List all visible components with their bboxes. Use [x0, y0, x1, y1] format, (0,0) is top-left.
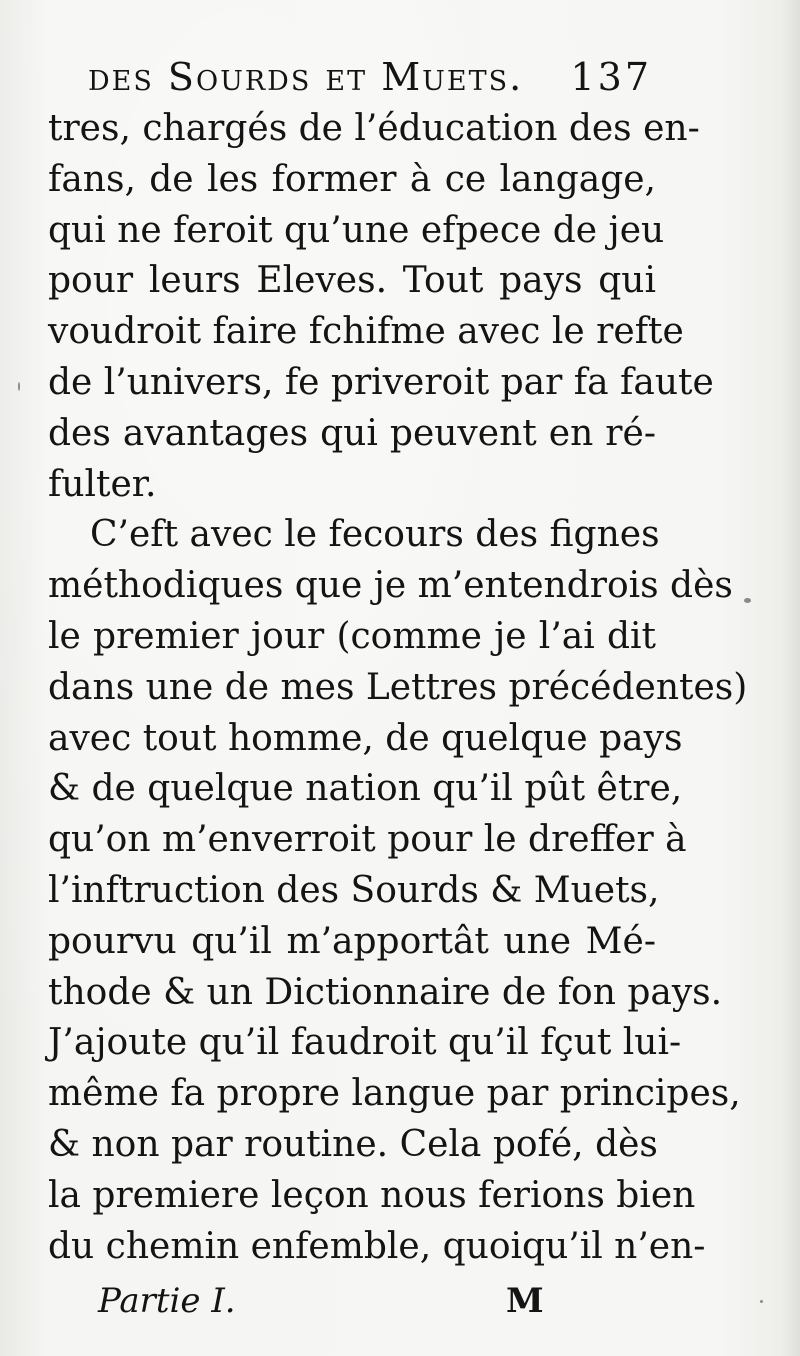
text-line: & de quelque nation qu’il pût être,	[48, 768, 683, 810]
text-line: fans, de les former à ce langage,	[48, 158, 656, 200]
text-line: de l’univers, fe priveroit par fa faute	[48, 361, 714, 403]
text-line: qu’on m’enverroit pour le dreffer à	[48, 819, 687, 861]
text-line: dans une de mes Lettres précédentes)	[48, 666, 748, 708]
text-line: du chemin enfemble, quoiqu’il n’en-	[48, 1225, 706, 1267]
text-line: méthodiques que je m’entendrois dès	[48, 565, 733, 607]
paragraph-start-line: C’eft avec le fecours des fignes	[90, 514, 660, 556]
running-header	[88, 52, 658, 102]
text-line: des avantages qui peuvent en ré-	[48, 412, 656, 454]
paper-speck	[744, 598, 751, 603]
part-label: Partie I.	[98, 1281, 236, 1321]
text-line: pourvu qu’il m’apportât une Mé-	[48, 920, 656, 962]
paper-speck	[760, 1300, 763, 1303]
text-line: le premier jour (comme je l’ai dit	[48, 615, 656, 657]
running-title: des Sourds et Muets.	[88, 55, 524, 99]
text-line: thode & un Dictionnaire de fon pays.	[48, 971, 723, 1013]
body-text	[48, 104, 748, 1272]
text-line: l’inftruction des Sourds & Muets,	[48, 869, 660, 911]
page-edge-shadow	[782, 0, 800, 1356]
text-line: même fa propre langue par principes,	[48, 1073, 741, 1115]
text-line: pour leurs Eleves. Tout pays qui	[48, 260, 656, 302]
text-line: avec tout homme, de quelque pays	[48, 717, 683, 759]
text-line: qui ne feroit qu’une efpece de jeu	[48, 209, 665, 251]
signature-mark: M	[506, 1281, 544, 1321]
page-number: 137	[570, 55, 652, 99]
text-line: & non par routine. Cela pofé, dès	[48, 1123, 658, 1165]
text-line: voudroit faire fchifme avec le refte	[48, 311, 684, 353]
paper-speck	[18, 382, 20, 391]
text-line: tres, chargés de l’éducation des en-	[48, 108, 700, 149]
page-footer	[98, 1278, 558, 1324]
text-line: J’ajoute qu’il faudroit qu’il fçut lui-	[48, 1022, 682, 1064]
text-line: fulter.	[48, 463, 157, 505]
text-line: la premiere leçon nous ferions bien	[48, 1174, 696, 1216]
